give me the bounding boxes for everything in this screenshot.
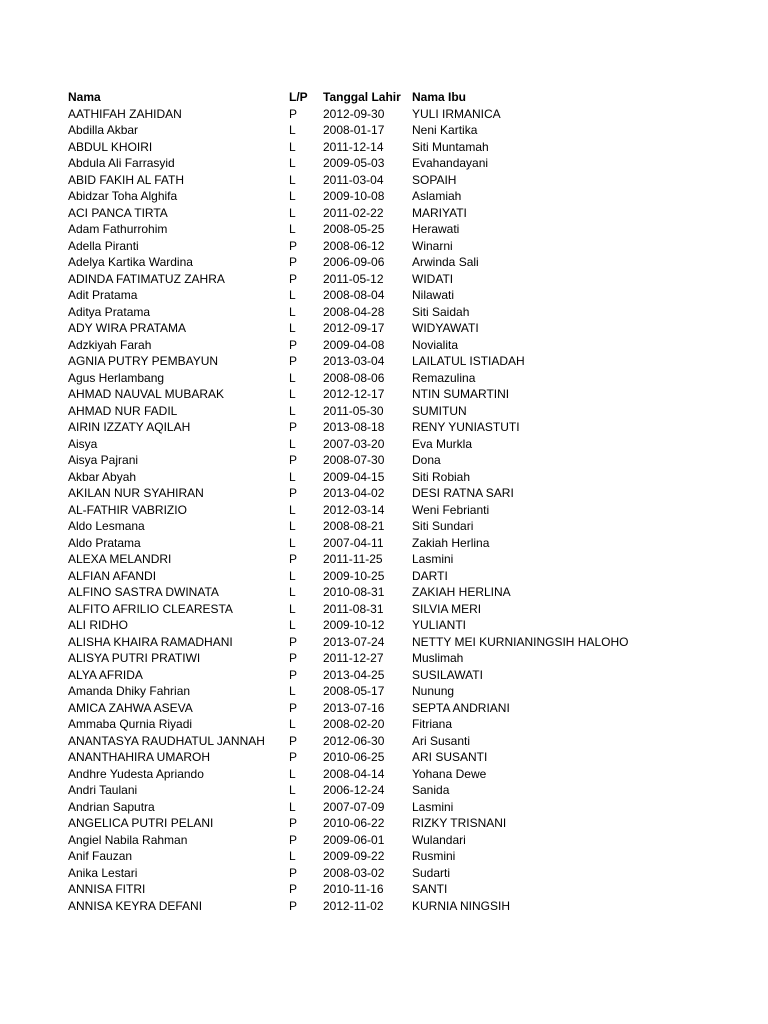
cell-lp: L xyxy=(289,717,296,731)
cell-nama: ABDUL KHOIRI xyxy=(68,139,153,154)
cell-lp: L xyxy=(289,535,296,550)
table-row xyxy=(68,799,728,816)
cell-lp: L xyxy=(289,222,296,236)
table-row xyxy=(68,683,728,700)
cell-tanggal-lahir: 2013-04-02 xyxy=(323,486,385,500)
table-row xyxy=(68,287,728,304)
table-row xyxy=(68,634,728,651)
cell-tanggal-lahir: 2009-06-01 xyxy=(323,832,385,847)
table-row xyxy=(68,782,728,799)
cell-nama-ibu: NETTY MEI KURNIANINGSIH HALOHO xyxy=(412,634,629,649)
cell-nama-ibu: DARTI xyxy=(412,568,448,583)
student-table xyxy=(68,89,728,914)
cell-tanggal-lahir: 2011-12-27 xyxy=(323,651,384,665)
cell-nama: Abdilla Akbar xyxy=(68,123,139,137)
cell-tanggal-lahir: 2013-03-04 xyxy=(323,354,385,368)
cell-nama: ALI RIDHO xyxy=(68,618,129,632)
cell-tanggal-lahir: 2011-12-14 xyxy=(323,139,384,154)
cell-nama-ibu: Aslamiah xyxy=(412,189,462,203)
cell-nama: ALFINO SASTRA DWINATA xyxy=(68,585,219,599)
cell-lp: P xyxy=(289,898,298,913)
cell-nama-ibu: Winarni xyxy=(412,238,453,253)
cell-nama: ALYA AFRIDA xyxy=(68,667,143,682)
cell-lp: L xyxy=(289,601,296,616)
cell-tanggal-lahir: 2006-12-24 xyxy=(323,783,385,797)
cell-nama: Andrian Saputra xyxy=(68,799,155,814)
table-row xyxy=(68,188,728,205)
cell-nama-ibu: Novialita xyxy=(412,337,459,352)
cell-tanggal-lahir: 2011-05-30 xyxy=(323,403,384,418)
cell-tanggal-lahir: 2008-04-28 xyxy=(323,304,385,319)
table-row xyxy=(68,370,728,387)
table-row xyxy=(68,172,728,189)
cell-nama: Adella Piranti xyxy=(68,238,139,253)
cell-tanggal-lahir: 2010-08-31 xyxy=(323,585,385,599)
cell-nama: Adam Fathurrohim xyxy=(68,222,168,236)
cell-tanggal-lahir: 2009-05-03 xyxy=(323,156,385,170)
cell-tanggal-lahir: 2011-02-22 xyxy=(323,205,384,220)
table-row xyxy=(68,155,728,172)
cell-nama: AKILAN NUR SYAHIRAN xyxy=(68,486,204,500)
cell-lp: L xyxy=(289,189,296,203)
header-tanggal-lahir: Tanggal Lahir xyxy=(323,90,401,104)
cell-nama-ibu: Sanida xyxy=(412,783,450,797)
table-row xyxy=(68,139,728,156)
cell-nama: AL-FATHIR VABRIZIO xyxy=(68,502,187,517)
cell-tanggal-lahir: 2008-05-17 xyxy=(323,684,385,698)
cell-lp: L xyxy=(289,403,296,418)
cell-nama-ibu: Fitriana xyxy=(412,717,453,731)
cell-nama-ibu: Lasmini xyxy=(412,799,454,814)
cell-lp: L xyxy=(289,172,296,187)
cell-lp: L xyxy=(289,123,296,137)
cell-lp: P xyxy=(289,255,298,269)
table-row xyxy=(68,353,728,370)
cell-nama-ibu: Yohana Dewe xyxy=(412,766,487,781)
cell-lp: L xyxy=(289,321,296,335)
cell-tanggal-lahir: 2008-08-06 xyxy=(323,370,385,385)
table-header xyxy=(68,89,728,106)
header-nama-ibu: Nama Ibu xyxy=(412,90,467,104)
cell-lp: P xyxy=(289,865,298,880)
cell-lp: P xyxy=(289,882,298,896)
table-row xyxy=(68,667,728,684)
cell-nama-ibu: Herawati xyxy=(412,222,460,236)
cell-tanggal-lahir: 2011-08-31 xyxy=(323,601,384,616)
cell-nama: Andri Taulani xyxy=(68,783,138,797)
cell-nama: Andhre Yudesta Apriando xyxy=(68,766,204,781)
cell-nama: Aisya xyxy=(68,436,98,451)
cell-lp: L xyxy=(289,156,296,170)
cell-lp: P xyxy=(289,420,298,434)
table-row xyxy=(68,403,728,420)
cell-nama: Abidzar Toha Alghifa xyxy=(68,189,178,203)
cell-nama: ANANTASYA RAUDHATUL JANNAH xyxy=(68,733,265,748)
cell-tanggal-lahir: 2008-05-25 xyxy=(323,222,385,236)
cell-nama-ibu: Wulandari xyxy=(412,832,466,847)
table-row xyxy=(68,815,728,832)
cell-nama: AMICA ZAHWA ASEVA xyxy=(68,700,193,715)
cell-tanggal-lahir: 2012-12-17 xyxy=(323,387,385,401)
cell-tanggal-lahir: 2011-11-25 xyxy=(323,552,383,566)
table-row xyxy=(68,106,728,123)
cell-nama-ibu: SILVIA MERI xyxy=(412,601,482,616)
table-row xyxy=(68,733,728,750)
header-lp: L/P xyxy=(289,90,308,104)
cell-nama-ibu: SOPAIH xyxy=(412,172,457,187)
cell-nama: Ammaba Qurnia Riyadi xyxy=(68,717,193,731)
cell-nama-ibu: WIDATI xyxy=(412,271,454,286)
cell-nama-ibu: YULI IRMANICA xyxy=(412,106,501,121)
table-row xyxy=(68,832,728,849)
cell-nama: ANANTHAHIRA UMAROH xyxy=(68,750,211,764)
cell-nama-ibu: Rusmini xyxy=(412,849,456,863)
cell-nama-ibu: YULIANTI xyxy=(412,618,467,632)
cell-lp: P xyxy=(289,238,298,253)
table-row xyxy=(68,502,728,519)
cell-nama: ALISHA KHAIRA RAMADHANI xyxy=(68,634,233,649)
table-row xyxy=(68,601,728,618)
cell-tanggal-lahir: 2011-03-04 xyxy=(323,172,384,187)
cell-nama-ibu: Lasmini xyxy=(412,552,454,566)
cell-tanggal-lahir: 2011-05-12 xyxy=(323,271,384,286)
table-row xyxy=(68,848,728,865)
table-row xyxy=(68,304,728,321)
cell-tanggal-lahir: 2009-04-15 xyxy=(323,469,385,484)
cell-lp: P xyxy=(289,337,298,352)
cell-nama-ibu: WIDYAWATI xyxy=(412,321,479,335)
table-row xyxy=(68,700,728,717)
cell-nama: Anif Fauzan xyxy=(68,849,133,863)
cell-nama: ALFIAN AFANDI xyxy=(68,568,157,583)
cell-nama: AATHIFAH ZAHIDAN xyxy=(68,106,182,121)
cell-nama: Aldo Pratama xyxy=(68,535,141,550)
cell-tanggal-lahir: 2010-06-25 xyxy=(323,750,385,764)
cell-nama: ALFITO AFRILIO CLEARESTA xyxy=(68,601,233,616)
cell-lp: L xyxy=(289,288,296,302)
cell-nama-ibu: Muslimah xyxy=(412,651,464,665)
cell-nama-ibu: Sudarti xyxy=(412,865,451,880)
table-body xyxy=(68,106,728,915)
table-row xyxy=(68,122,728,139)
cell-nama-ibu: ARI SUSANTI xyxy=(412,750,488,764)
cell-lp: L xyxy=(289,618,296,632)
cell-lp: P xyxy=(289,354,298,368)
table-row xyxy=(68,485,728,502)
cell-tanggal-lahir: 2007-04-11 xyxy=(323,535,384,550)
cell-lp: L xyxy=(289,568,296,583)
cell-nama-ibu: Zakiah Herlina xyxy=(412,535,490,550)
table-row xyxy=(68,881,728,898)
table-row xyxy=(68,551,728,568)
table-row xyxy=(68,238,728,255)
cell-nama-ibu: Nunung xyxy=(412,684,455,698)
cell-nama-ibu: SEPTA ANDRIANI xyxy=(412,700,510,715)
cell-nama: AIRIN IZZATY AQILAH xyxy=(68,420,191,434)
cell-tanggal-lahir: 2012-09-17 xyxy=(323,321,385,335)
cell-lp: P xyxy=(289,552,298,566)
header-nama: Nama xyxy=(68,90,101,104)
cell-nama-ibu: Siti Muntamah xyxy=(412,139,489,154)
cell-tanggal-lahir: 2009-04-08 xyxy=(323,337,385,352)
cell-tanggal-lahir: 2013-04-25 xyxy=(323,667,385,682)
cell-tanggal-lahir: 2008-01-17 xyxy=(323,123,385,137)
cell-tanggal-lahir: 2009-10-25 xyxy=(323,568,385,583)
table-row xyxy=(68,469,728,486)
table-row xyxy=(68,320,728,337)
cell-tanggal-lahir: 2013-07-24 xyxy=(323,634,385,649)
cell-lp: P xyxy=(289,634,298,649)
cell-lp: P xyxy=(289,816,298,830)
cell-tanggal-lahir: 2009-10-08 xyxy=(323,189,385,203)
cell-lp: P xyxy=(289,832,298,847)
cell-lp: L xyxy=(289,502,296,517)
cell-nama-ibu: Nilawati xyxy=(412,288,455,302)
cell-nama: Angiel Nabila Rahman xyxy=(68,832,188,847)
cell-nama-ibu: DESI RATNA SARI xyxy=(412,486,514,500)
cell-tanggal-lahir: 2009-09-22 xyxy=(323,849,385,863)
cell-nama: ALEXA MELANDRI xyxy=(68,552,172,566)
cell-nama: ADINDA FATIMATUZ ZAHRA xyxy=(68,271,225,286)
cell-tanggal-lahir: 2008-04-14 xyxy=(323,766,385,781)
cell-nama: Anika Lestari xyxy=(68,865,138,880)
cell-nama: ANNISA FITRI xyxy=(68,882,146,896)
cell-tanggal-lahir: 2012-09-30 xyxy=(323,106,385,121)
cell-nama-ibu: NTIN SUMARTINI xyxy=(412,387,510,401)
cell-lp: L xyxy=(289,370,296,385)
cell-tanggal-lahir: 2008-08-04 xyxy=(323,288,385,302)
cell-lp: L xyxy=(289,469,296,484)
table-row xyxy=(68,271,728,288)
cell-nama: Abdula Ali Farrasyid xyxy=(68,156,175,170)
cell-nama-ibu: Siti Sundari xyxy=(412,519,474,533)
table-row xyxy=(68,617,728,634)
cell-tanggal-lahir: 2012-11-02 xyxy=(323,898,384,913)
cell-nama: Agus Herlambang xyxy=(68,370,165,385)
cell-tanggal-lahir: 2009-10-12 xyxy=(323,618,385,632)
cell-nama: ALISYA PUTRI PRATIWI xyxy=(68,651,201,665)
table-row xyxy=(68,716,728,733)
cell-lp: P xyxy=(289,700,298,715)
cell-lp: P xyxy=(289,271,298,286)
table-row xyxy=(68,337,728,354)
cell-tanggal-lahir: 2007-07-09 xyxy=(323,799,385,814)
cell-lp: L xyxy=(289,799,296,814)
cell-nama-ibu: Neni Kartika xyxy=(412,123,478,137)
cell-lp: P xyxy=(289,667,298,682)
cell-nama-ibu: SUSILAWATI xyxy=(412,667,483,682)
cell-lp: L xyxy=(289,783,296,797)
cell-nama-ibu: SUMITUN xyxy=(412,403,467,418)
cell-tanggal-lahir: 2012-06-30 xyxy=(323,733,385,748)
cell-lp: P xyxy=(289,106,298,121)
table-row xyxy=(68,650,728,667)
cell-nama-ibu: Eva Murkla xyxy=(412,436,473,451)
cell-tanggal-lahir: 2008-03-02 xyxy=(323,865,385,880)
table-row xyxy=(68,535,728,552)
cell-lp: P xyxy=(289,750,298,764)
cell-lp: L xyxy=(289,387,296,401)
cell-lp: L xyxy=(289,585,296,599)
cell-nama: ADY WIRA PRATAMA xyxy=(68,321,187,335)
cell-nama-ibu: Siti Robiah xyxy=(412,469,471,484)
cell-nama: Aditya Pratama xyxy=(68,304,151,319)
cell-nama-ibu: Evahandayani xyxy=(412,156,489,170)
cell-tanggal-lahir: 2007-03-20 xyxy=(323,436,385,451)
cell-nama-ibu: Ari Susanti xyxy=(412,733,471,748)
cell-lp: L xyxy=(289,436,296,451)
cell-lp: L xyxy=(289,205,296,220)
cell-nama: AGNIA PUTRY PEMBAYUN xyxy=(68,354,219,368)
cell-nama-ibu: ZAKIAH HERLINA xyxy=(412,585,511,599)
cell-nama: AHMAD NUR FADIL xyxy=(68,403,178,418)
cell-nama-ibu: Siti Saidah xyxy=(412,304,470,319)
cell-nama-ibu: MARIYATI xyxy=(412,205,467,220)
cell-tanggal-lahir: 2008-08-21 xyxy=(323,519,385,533)
cell-nama-ibu: Remazulina xyxy=(412,370,476,385)
cell-nama-ibu: LAILATUL ISTIADAH xyxy=(412,354,525,368)
table-row xyxy=(68,898,728,915)
cell-lp: L xyxy=(289,519,296,533)
cell-tanggal-lahir: 2008-02-20 xyxy=(323,717,385,731)
cell-lp: P xyxy=(289,486,298,500)
cell-nama: Aldo Lesmana xyxy=(68,519,145,533)
table-row xyxy=(68,419,728,436)
cell-nama: AHMAD NAUVAL MUBARAK xyxy=(68,387,225,401)
table-row xyxy=(68,205,728,222)
table-row xyxy=(68,386,728,403)
cell-lp: P xyxy=(289,453,298,467)
table-row xyxy=(68,452,728,469)
cell-nama: ANNISA KEYRA DEFANI xyxy=(68,898,203,913)
cell-lp: P xyxy=(289,733,298,748)
cell-nama-ibu: Arwinda Sali xyxy=(412,255,479,269)
cell-lp: P xyxy=(289,651,298,665)
cell-nama-ibu: Dona xyxy=(412,453,441,467)
cell-lp: L xyxy=(289,766,296,781)
cell-nama: ANGELICA PUTRI PELANI xyxy=(68,816,214,830)
cell-nama: Akbar Abyah xyxy=(68,469,137,484)
cell-lp: L xyxy=(289,684,296,698)
cell-tanggal-lahir: 2013-08-18 xyxy=(323,420,385,434)
cell-lp: L xyxy=(289,849,296,863)
cell-nama-ibu: RIZKY TRISNANI xyxy=(412,816,507,830)
cell-nama: Aisya Pajrani xyxy=(68,453,139,467)
cell-nama: ACI PANCA TIRTA xyxy=(68,205,168,220)
cell-nama-ibu: KURNIA NINGSIH xyxy=(412,898,511,913)
cell-tanggal-lahir: 2010-11-16 xyxy=(323,882,384,896)
cell-lp: L xyxy=(289,304,296,319)
cell-nama: Adzkiyah Farah xyxy=(68,337,152,352)
cell-nama: Adelya Kartika Wardina xyxy=(68,255,193,269)
table-row xyxy=(68,436,728,453)
cell-nama-ibu: Weni Febrianti xyxy=(412,502,490,517)
cell-nama-ibu: RENY YUNIASTUTI xyxy=(412,420,520,434)
table-row xyxy=(68,865,728,882)
table-row xyxy=(68,749,728,766)
cell-tanggal-lahir: 2013-07-16 xyxy=(323,700,385,715)
table-row xyxy=(68,221,728,238)
table-row xyxy=(68,766,728,783)
cell-tanggal-lahir: 2006-09-06 xyxy=(323,255,385,269)
cell-nama: Adit Pratama xyxy=(68,288,138,302)
table-row xyxy=(68,568,728,585)
cell-nama-ibu: SANTI xyxy=(412,882,448,896)
cell-tanggal-lahir: 2012-03-14 xyxy=(323,502,385,517)
cell-tanggal-lahir: 2008-07-30 xyxy=(323,453,385,467)
cell-tanggal-lahir: 2010-06-22 xyxy=(323,816,385,830)
cell-nama: ABID FAKIH AL FATH xyxy=(68,172,185,187)
cell-lp: L xyxy=(289,139,296,154)
table-row xyxy=(68,518,728,535)
cell-nama: Amanda Dhiky Fahrian xyxy=(68,684,191,698)
cell-tanggal-lahir: 2008-06-12 xyxy=(323,238,385,253)
table-row xyxy=(68,584,728,601)
table-row xyxy=(68,254,728,271)
